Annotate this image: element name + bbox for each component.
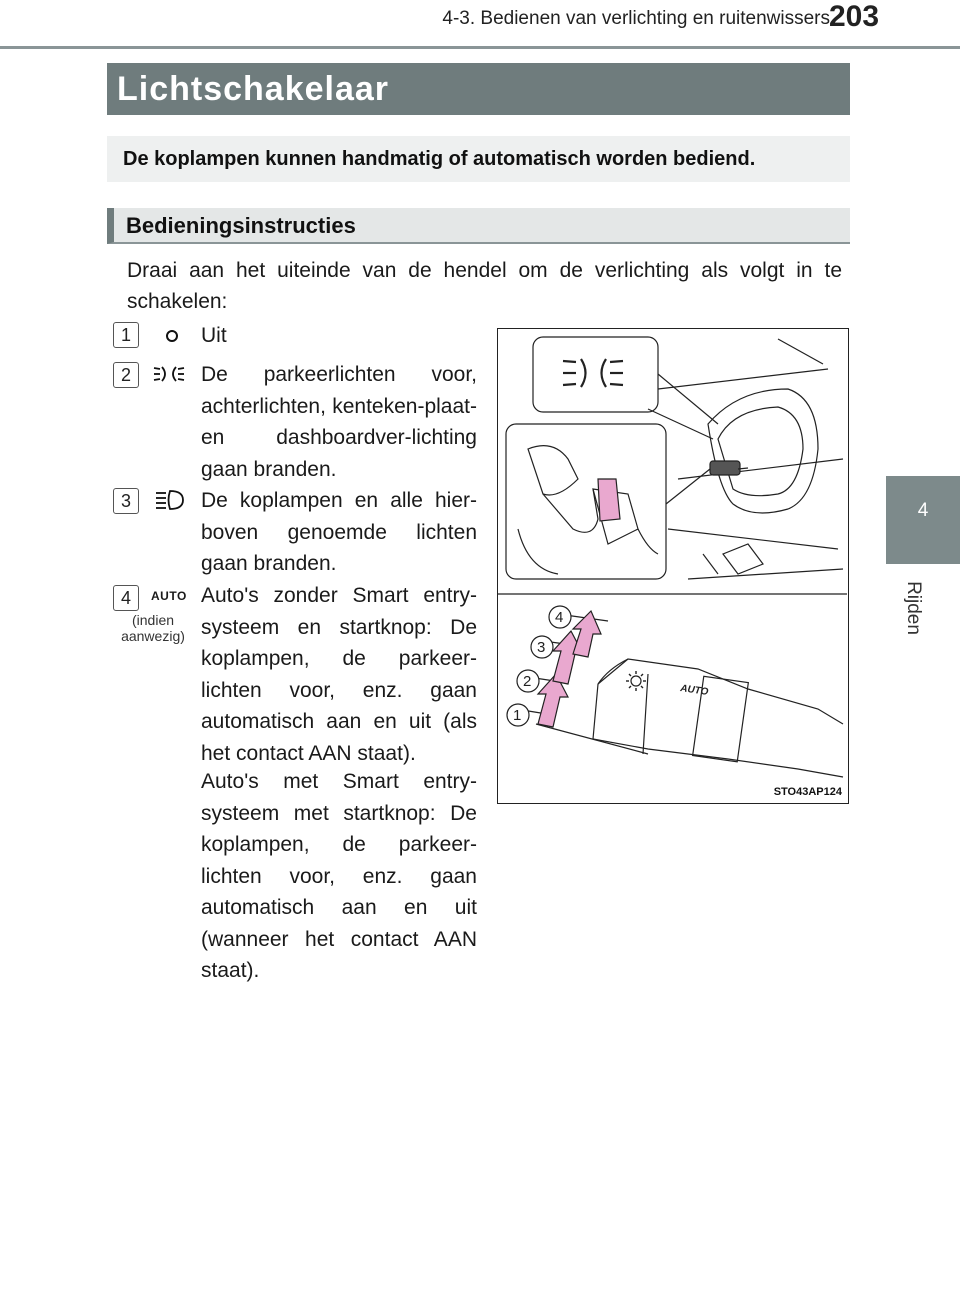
light-switch-figure [497, 328, 849, 804]
parking-lights-icon [152, 362, 186, 386]
lead-paragraph: Draai aan het uiteinde van de hendel om de verlichting als volgt in te schakelen: [127, 259, 842, 313]
section-title: Lichtschakelaar [117, 70, 390, 108]
figure-illustration [498, 329, 847, 802]
item-number-2: 2 [113, 362, 139, 388]
item-text-1: Uit [201, 324, 227, 347]
off-circle-icon [160, 324, 194, 348]
lever-auto-label: AUTO [679, 683, 709, 698]
intro-text: De koplampen kunnen handmatig of automatisch worden bediend. [123, 148, 756, 170]
item-text-4: Auto's zonder Smart entry-systeem en startknop: De koplampen, de parkeer-lichten voor, enz. gaan automatisch aan en uit (als het contact AAN staat). [201, 584, 477, 765]
item-number-4: 4 [113, 585, 139, 611]
header-section-title: 4-3. Bedienen van verlichting en ruitenwissers [442, 8, 830, 29]
item-number-1: 1 [113, 322, 139, 348]
header-rule [0, 46, 960, 49]
item-text-3: De koplampen en alle hier-boven genoemde lichten gaan branden. [201, 489, 477, 575]
item-note-4: (indien aanwezig) [121, 612, 185, 644]
callout-2: 2 [523, 673, 532, 690]
item-text-2: De parkeerlichten voor, achterlichten, kenteken-plaat- en dashboardver-lichting gaan branden. [201, 363, 477, 481]
page-number: 203 [829, 0, 880, 33]
headlight-icon [153, 488, 187, 512]
item-number-3: 3 [113, 488, 139, 514]
figure-code: STO43AP124 [773, 786, 842, 798]
chapter-tab-number: 4 [917, 500, 929, 521]
item-text-4b: Auto's met Smart entry-systeem met startknop: De koplampen, de parkeer-lichten voor, enz. gaan automatisch aan en uit (wanneer het contact AAN staat). [201, 770, 477, 982]
chapter-side-label: Rijden [902, 581, 924, 635]
callout-1: 1 [513, 707, 522, 724]
subheading-bar [107, 208, 850, 244]
callout-4: 4 [555, 609, 564, 626]
section-title-bar [107, 63, 850, 115]
auto-symbol: AUTO [151, 589, 187, 603]
callout-3: 3 [537, 639, 546, 656]
intro-box [107, 136, 850, 182]
subheading: Bedieningsinstructies [126, 213, 356, 238]
